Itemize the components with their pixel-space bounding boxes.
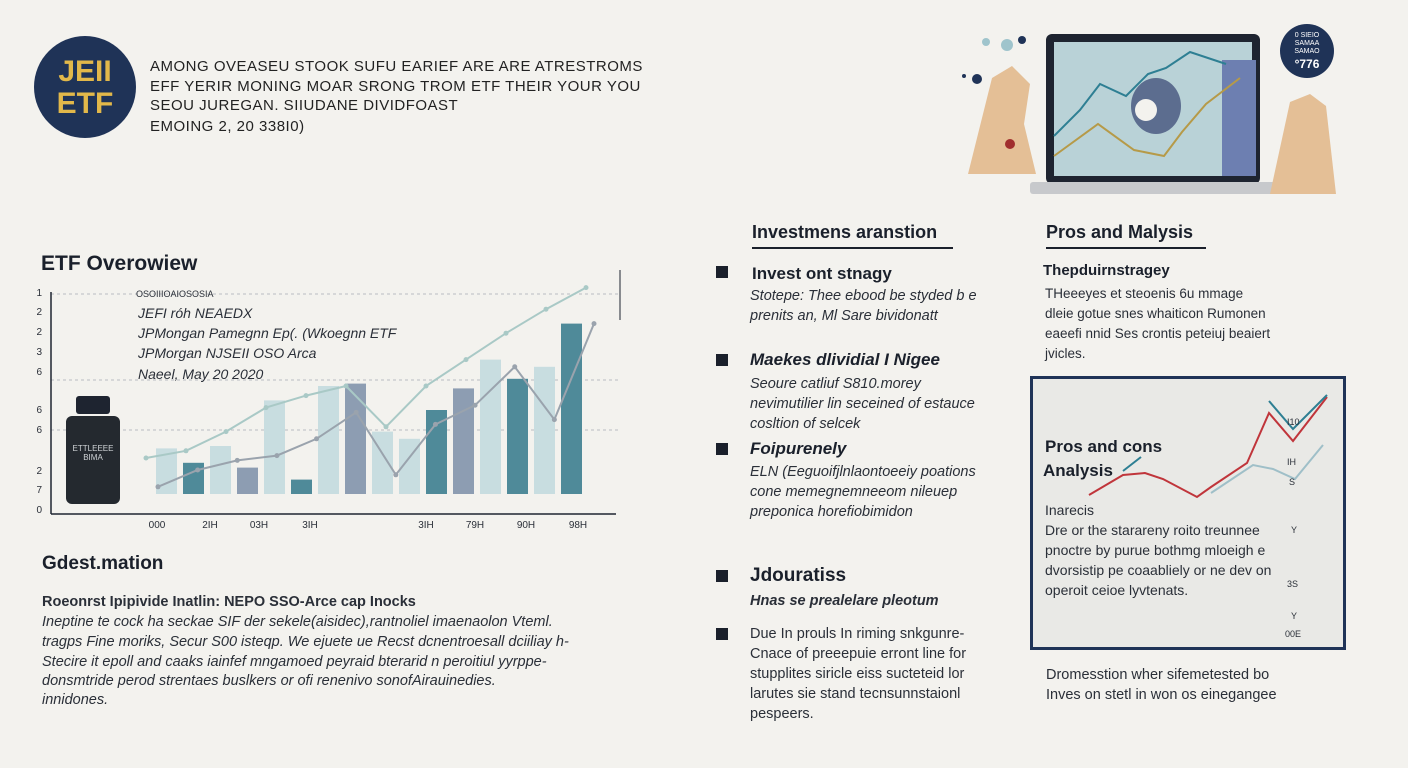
y-tick: 6 [36,367,42,378]
bullet [716,628,728,640]
pros-line-2: dleie gotue snes whaiticon Rumonen [1045,306,1266,321]
chart-bar [318,386,339,494]
strategy-item-4-line: Due In prouls In riming snkgunre- [750,626,965,642]
strategy-item-3-line: preponica horefiobimidon [750,504,913,520]
bullet [716,354,728,366]
strategy-item-4-line: larutes sie stand tecnsunnstaionl [750,686,961,702]
strategy-item-4-line: Cnace of preeepuie erront line for [750,646,967,662]
gdest-line-5: innidones. [42,692,109,708]
pros-line-3: eaeefi nnid Ses crontis peteiuj beaiert [1045,326,1271,341]
mini-tick: S [1289,477,1296,487]
chart-point [354,410,359,415]
chart-bar [534,367,555,494]
pros-line-4: jvicles. [1045,346,1086,361]
pros-footer-2: Inves on stetl in won os einegangee [1046,687,1277,703]
chart-point [264,405,269,410]
pros-box-line-1: Dre or the starareny roito treunnee [1045,522,1260,538]
overview-info-2: JPMongan Pamegnn Ep(. (Wkoegnn ETF [138,325,397,341]
chart-point [552,417,557,422]
etf-product-jar [66,396,120,504]
chart-point [424,384,429,389]
strategy-item-2-line: cosltion of selcek [750,416,861,432]
mini-tick: I10 [1287,417,1300,427]
overview-info-1: JEFI róh NEAEDX [138,305,253,321]
logo-line2: ETF [56,87,114,120]
chart-point [393,472,398,477]
pros-cons-box [1030,376,1346,650]
header-line-2: EFF YERIR MONING MOAR SRONG TROM ETF THEIR YOUR YOU [150,78,641,95]
etf-overview-chart [36,270,626,525]
x-tick: 03H [249,520,269,531]
strategy-item-1-line: Stotepe: Thee ebood be styded b e [750,288,977,304]
gdest-line-3: Stecire it epoll and caaks iainfef mngamoed peyraid bterarid n peroitiul yyrppe- [42,654,547,670]
badge-value: °776 [1294,57,1320,71]
chart-bar [291,480,312,494]
x-tick: 000 [148,520,166,531]
strategy-item-2-line: Seoure catliuf S810.morey [750,376,921,392]
y-tick: 2 [36,307,42,318]
mini-tick: 00E [1285,629,1302,639]
overview-title: ETF Overowiew [41,252,198,275]
mini-tick: Y [1291,525,1298,535]
chart-point [384,424,389,429]
strategy-item-3-heading: Foipurenely [750,439,847,458]
chart-point [156,484,161,489]
chart-bar [237,468,258,494]
chart-point [464,357,469,362]
logo-line1: JEII [58,55,112,88]
pros-subhead: Thepduirnstragey [1043,262,1170,279]
y-tick: 3 [36,347,42,358]
x-tick: 3IH [302,520,318,531]
strategy-item-4-line: pespeers. [750,706,814,722]
pros-box-line-3: dvorsistip pe coaabliely or ne dev on [1045,562,1272,578]
chart-bar [561,324,582,494]
overview-small-label: OSOIIIOAIOSOSIA [136,289,214,299]
x-tick: 2IH [202,520,218,531]
bullet [716,266,728,278]
pros-line-1: THeeeyes et steoenis 6u mmage [1045,286,1244,301]
logo-badge [34,36,136,138]
overview-info-3: JPMorgan NJSEII OSO Arca [138,345,317,361]
y-tick: 2 [36,466,42,477]
x-tick: 98H [568,520,588,531]
strategy-item-1-heading: Invest ont stnagy [752,264,892,283]
chart-point [304,393,309,398]
chart-bar [453,388,474,494]
strategy-item-2-heading: Maekes dlividial I Nigee [750,350,940,369]
mini-tick: 3S [1287,579,1299,589]
gdest-title: Gdest.mation [42,553,164,574]
strategy-item-4-line: stupplites siricle eiss sucteteid lor [750,666,965,682]
gdest-line-4: donsmtride perod strentaes buslkers or ofi renenivo sonofAirauinedies. [42,673,496,689]
strategy-item-3-line: cone memegnemneeom nileuep [750,484,958,500]
chart-point [584,285,589,290]
chart-bar [264,400,285,494]
y-tick: 6 [36,425,42,436]
chart-point [592,321,597,326]
pros-box-line-2: pnoctre by purue bothmg mloeigh e [1045,542,1266,558]
chart-bar [183,463,204,494]
chart-point [224,429,229,434]
chart-point [195,468,200,473]
pros-box-sub: Inarecis [1045,502,1095,518]
chart-point [433,422,438,427]
bullet [716,443,728,455]
y-tick: 2 [36,327,42,338]
pros-box-title-1: Pros and cons [1045,437,1163,456]
strategy-item-2-line: nevimutilier lin seceined of estauce [750,396,975,412]
pros-box-title-2: Analysis [1043,461,1113,480]
pros-title: Pros and Malysis [1046,222,1206,249]
chart-point [235,458,240,463]
jar-label-1: ETTLEEEE [72,444,114,453]
mini-tick: Y [1291,611,1298,621]
y-tick: 1 [36,288,42,299]
chart-bar [345,384,366,494]
header-line-4: EMOING 2, 20 338I0) [150,118,305,135]
y-tick: 6 [36,405,42,416]
chart-point [544,307,549,312]
strategy-item-4-heading: Jdouratiss [750,565,847,586]
chart-point [344,384,349,389]
badge-line3: SAMAO [1294,48,1320,55]
chart-point [314,436,319,441]
strategy-item-1-line: prenits an, Ml Sare bividonatt [750,308,938,324]
strategy-item-4-sub: Hnas se prealelare pleotum [750,593,939,609]
x-tick: 79H [465,520,485,531]
chart-point [504,331,509,336]
x-tick: 90H [516,520,536,531]
chart-point [274,453,279,458]
chart-point [184,448,189,453]
badge-line1: 0 SIEIO [1294,32,1320,39]
mini-tick: IH [1287,457,1296,467]
strategy-item-3-line: ELN (Eeguoifjlnlaontoeeiy poations [750,464,976,480]
jar-label-2: BIMA [83,453,103,462]
pros-footer-1: Dromesstion wher sifemetested bo [1046,667,1270,683]
chart-bar [480,360,501,494]
price-badge [1280,24,1334,78]
y-tick: 7 [36,485,42,496]
pros-box-line-4: operoit ceioe lyvtenats. [1045,582,1189,598]
gdest-line-2: tragps Fine moriks, Secur S00 isteqp. We ejuete ue Recst dcnentroesall dciiliay h- [42,634,569,650]
strategy-title: Investmens aranstion [752,222,953,249]
header-line-3: SEOU JUREGAN. SIIUDANE DIVIDFOAST [150,97,459,114]
overview-info-4: Naeel, May 20 2020 [138,366,264,382]
y-tick: 0 [36,505,42,516]
gdest-subtitle: Roeonrst Ipipivide Inatlin: NEPO SSO-Arce cap Inocks [42,594,416,610]
x-tick: 3IH [418,520,434,531]
chart-point [144,456,149,461]
chart-point [473,403,478,408]
gdest-line-1: Ineptine te cock ha seckae SIF der sekele(aisidec),rantnoliel imaenaolon Vteml. [42,614,553,630]
chart-bar [210,446,231,494]
bullet [716,570,728,582]
chart-bar [507,379,528,494]
header-line-1: AMONG OVEASEU STOOK SUFU EARIEF ARE ARE ATRESTROMS [150,58,643,75]
chart-point [512,364,517,369]
badge-line2: SAMAA [1294,40,1320,47]
